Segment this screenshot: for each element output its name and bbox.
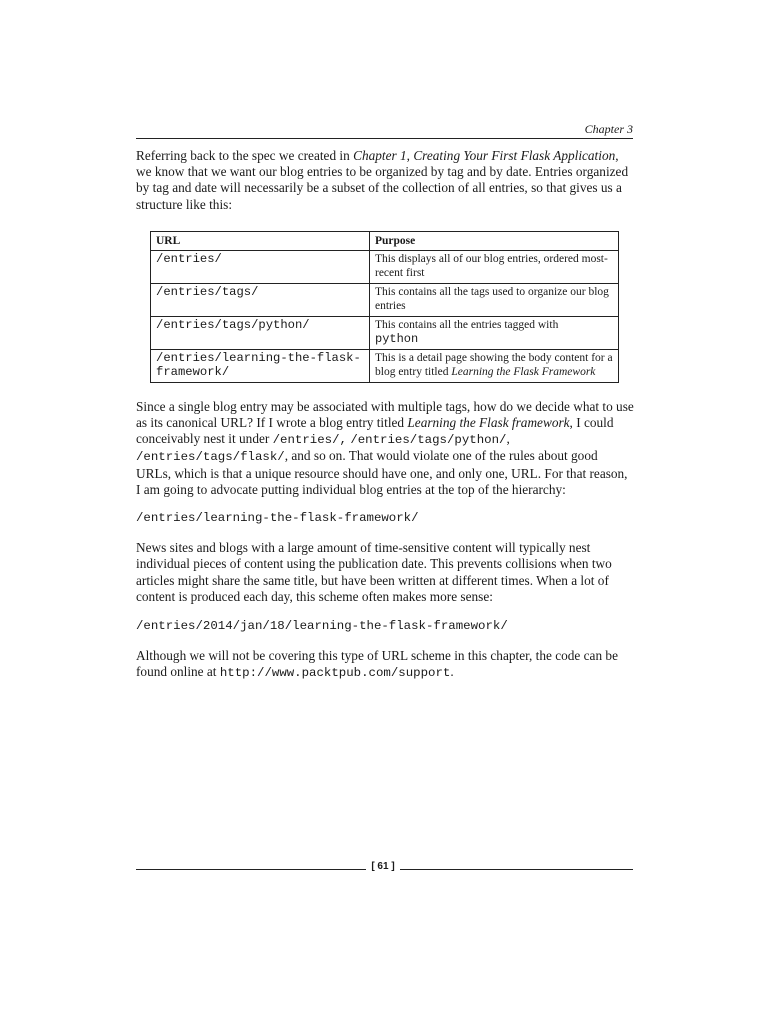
news-sites-paragraph: News sites and blogs with a large amount of time-sensitive content will typically nest individual pieces of content using the publication date. This prevents collisions when two articles might share the same title, but have been written at different times. When a lot of content is produced each day, this scheme often makes more sense:	[136, 540, 612, 604]
text-run: This is a detail page showing the body content for a blog entry titled	[375, 351, 613, 378]
page-number: [ 61 ]	[371, 861, 395, 872]
purpose-cell: This contains all the tags used to organize our blog entries	[370, 283, 619, 316]
closing-paragraph	[136, 648, 634, 681]
chapter-title-reference: Creating Your First Flask Application	[413, 148, 616, 163]
text-run: Since a single blog entry may be associated with multiple tags, how do we decide what to use as its canonical URL? If I wrote a blog entry titled	[136, 398, 634, 431]
text-run: , I could conceivably nest it under	[136, 415, 614, 447]
inline-code: python	[375, 331, 419, 346]
inline-code: /entries/tags/python/	[350, 433, 507, 448]
code-block: /entries/learning-the-flask-framework/	[136, 511, 419, 526]
entry-title: Learning the Flask Framework	[451, 365, 596, 378]
url-cell: /entries/learning-the-flask-framework/	[151, 349, 370, 382]
table-header-row	[151, 231, 619, 250]
entry-title: Learning the Flask framework	[407, 415, 570, 431]
inline-code: /entries/,	[272, 433, 347, 448]
text-run: , and so on. That would violate one of the rules about good URLs, which is that a unique resource should have one, and only one, URL. For that reason, I am going to advocate putting individual blog entries at the top of the hierarchy:	[136, 448, 628, 497]
intro-paragraph	[136, 148, 634, 213]
table-row	[151, 283, 619, 316]
url-cell: /entries/tags/	[151, 283, 370, 316]
text-run: , we know that we want our blog entries to be organized by tag and by date. Entries organized by tag and date will necessarily be a subset of the collection of all entries, so that gives us a structure like this:	[136, 148, 629, 212]
text-run: ,	[406, 148, 414, 163]
chapter-label: Chapter 3	[584, 122, 633, 136]
purpose-cell	[370, 316, 619, 349]
code-block: /entries/2014/jan/18/learning-the-flask-framework/	[136, 619, 508, 634]
footer-rule	[136, 869, 366, 870]
support-url: http://www.packtpub.com/support	[219, 666, 451, 681]
canonical-url-paragraph	[136, 399, 634, 498]
text-run: .	[450, 664, 454, 680]
purpose-cell: This displays all of our blog entries, ordered most-recent first	[370, 250, 619, 283]
purpose-cell	[370, 349, 619, 382]
url-cell: /entries/	[151, 250, 370, 283]
table-row	[151, 349, 619, 382]
running-header	[136, 120, 633, 139]
inline-code: /entries/tags/flask/	[136, 450, 285, 465]
column-header-url: URL	[151, 231, 370, 250]
chapter-reference: Chapter 1	[353, 148, 407, 163]
footer-rule	[400, 869, 633, 870]
text-run: Referring back to the spec we created in	[136, 148, 354, 163]
url-cell: /entries/tags/python/	[151, 316, 370, 349]
page-content	[136, 148, 634, 682]
table-row	[151, 250, 619, 283]
column-header-purpose: Purpose	[370, 231, 619, 250]
page-footer	[136, 861, 633, 877]
table-row	[151, 316, 619, 349]
text-run: This contains all the entries tagged with	[375, 318, 559, 331]
text-run: ,	[506, 431, 510, 447]
url-structure-table	[150, 231, 619, 383]
text-run: Although we will not be covering this type of URL scheme in this chapter, the code can be found online at	[136, 648, 618, 680]
